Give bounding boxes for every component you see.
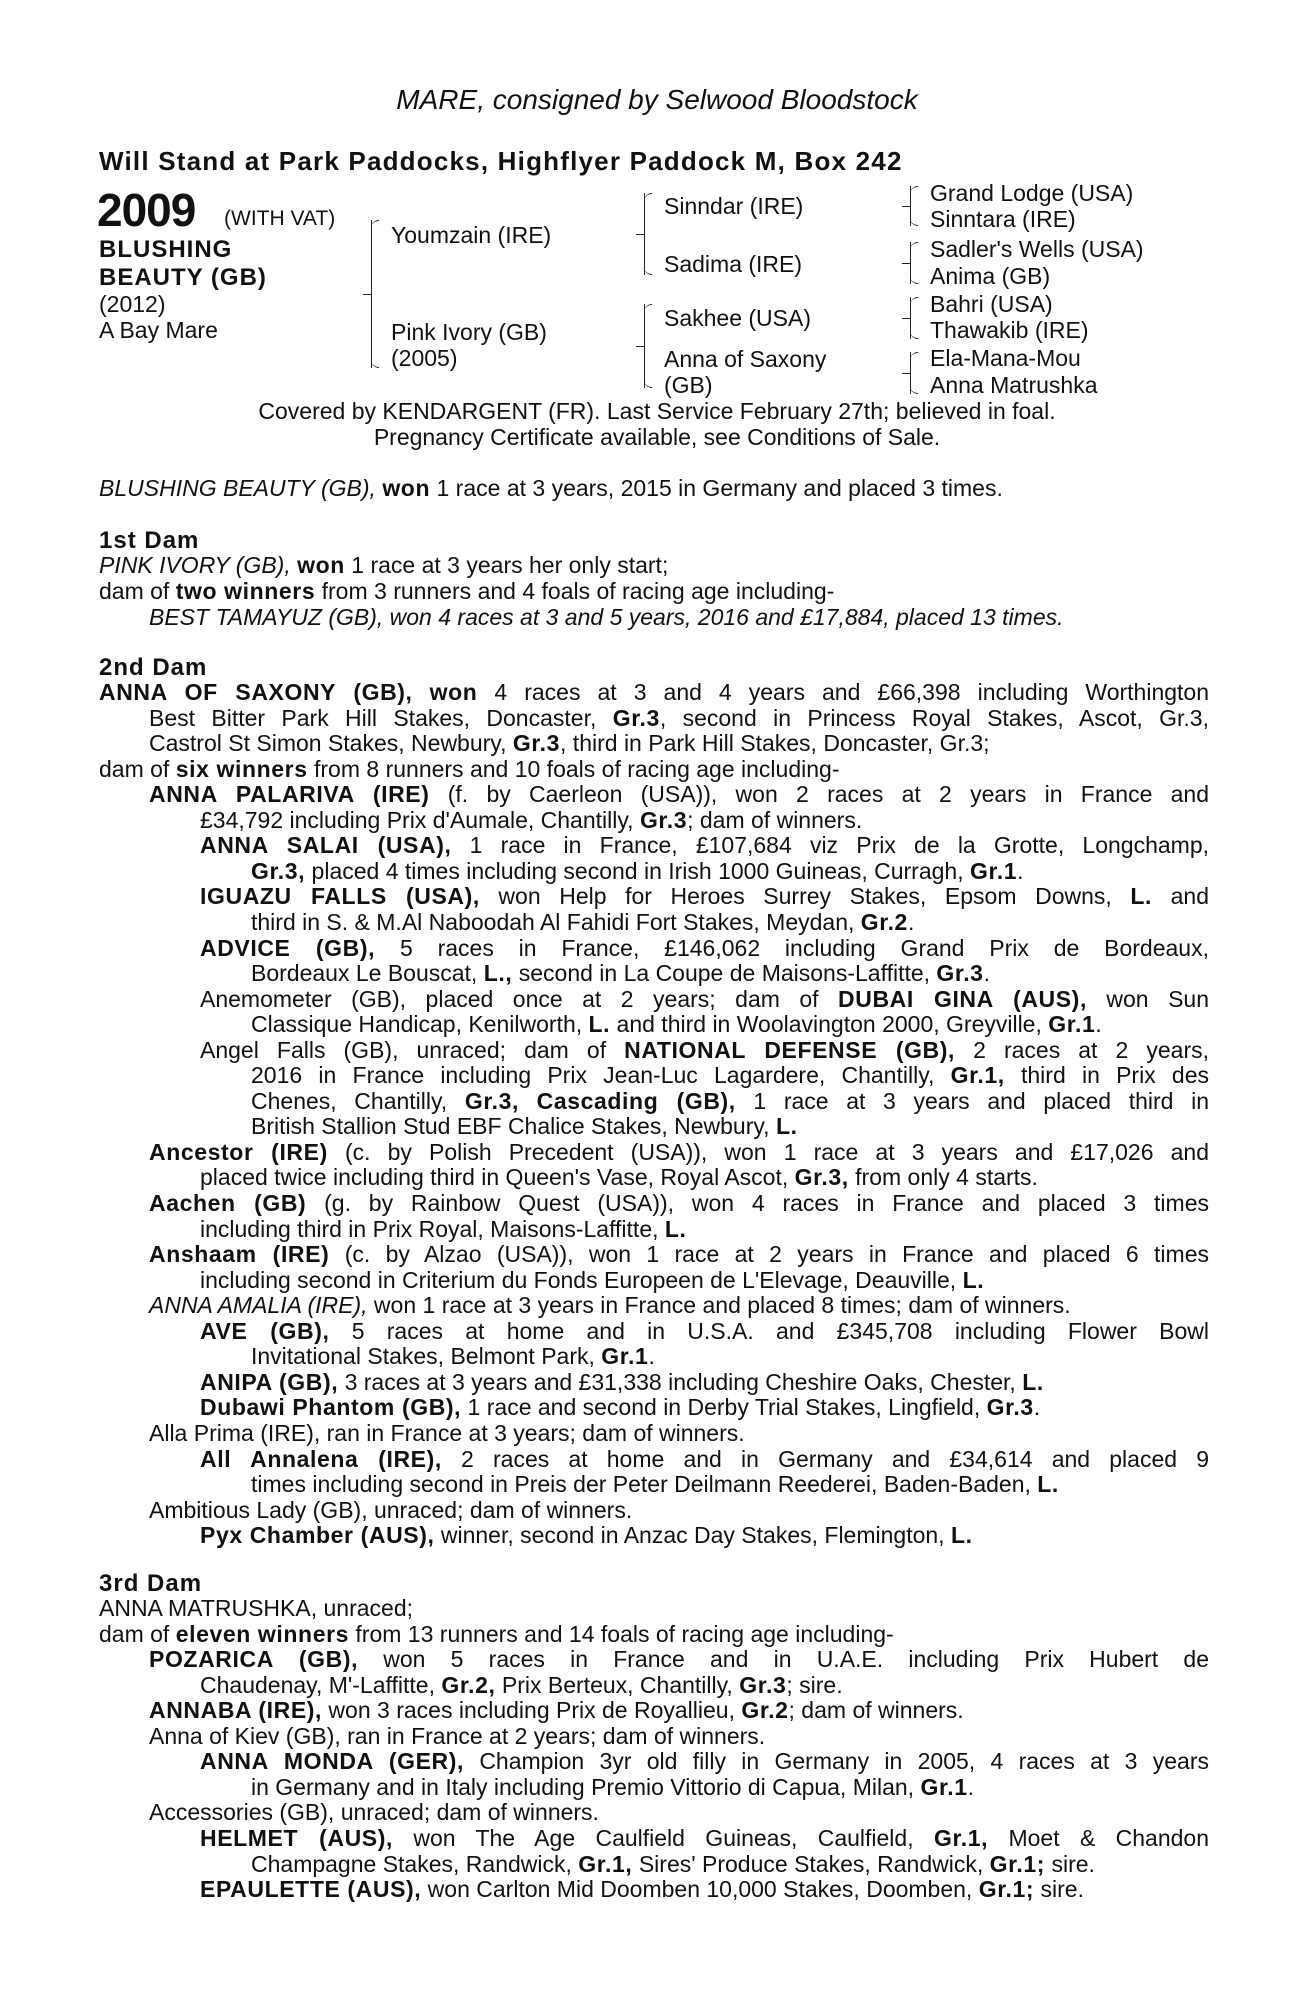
pedigree-dds: Ela-Mana-Mou (930, 345, 1081, 371)
pedigree-brace-ds (910, 297, 911, 339)
intro-line (99, 476, 1003, 502)
dam2-line: Anshaam (IRE) (c. by Alzao (USA)), won 1 race at 2 years in France and placed 6 times (149, 1241, 1209, 1268)
dam2-line: placed twice including third in Queen's Vase, Royal Ascot, Gr.3, from only 4 starts. (200, 1164, 1038, 1191)
pedigree-sire-sire: Sinndar (IRE) (664, 193, 804, 219)
pedigree-dam-dam-line2: (GB) (664, 372, 713, 398)
dam2-line: ADVICE (GB), 5 races in France, £146,062 including Grand Prix de Bordeaux, (200, 934, 1209, 961)
dam2-line: Chenes, Chantilly, Gr.3, Cascading (GB), 1 race at 3 years and placed third in (251, 1087, 1209, 1114)
dam3-line: dam of eleven winners from 13 runners and 14 foals of racing age including- (99, 1620, 894, 1647)
first-dam-line1 (99, 553, 668, 579)
pedigree-ddd: Anna Matrushka (930, 372, 1098, 398)
foaling-year: (2012) (99, 291, 166, 317)
second-dam-heading: 2nd Dam (99, 654, 208, 681)
pedigree-dam-line1: Pink Ivory (GB) (391, 319, 547, 345)
page-title: MARE, consigned by Selwood Bloodstock (396, 84, 918, 115)
horse-description: A Bay Mare (99, 317, 218, 343)
first-dam-winners: two winners (175, 578, 316, 604)
vat-note: (WITH VAT) (224, 207, 336, 230)
pedigree-brace-sd (910, 242, 911, 284)
dam2-line: All Annalena (IRE), 2 races at home and in Germany and £34,614 and placed 9 (200, 1445, 1209, 1472)
pedigree-dss: Bahri (USA) (930, 291, 1053, 317)
covered-line1: Covered by KENDARGENT (FR). Last Service February 27th; believed in foal. (258, 398, 1056, 424)
dam3-line: Accessories (GB), unraced; dam of winners. (149, 1799, 599, 1826)
pedigree-brace-sire (644, 193, 645, 275)
first-dam-heading: 1st Dam (99, 527, 200, 554)
first-dam-won: won (297, 552, 345, 578)
first-dam-damof: dam of (99, 578, 176, 604)
dam2-line: ANNA AMALIA (IRE), won 1 race at 3 years in France and placed 8 times; dam of winners. (149, 1292, 1071, 1319)
dam2-line: Ancestor (IRE) (c. by Polish Precedent (USA)), won 1 race at 3 years and £17,026 and (149, 1138, 1209, 1165)
dam3-line: Chaudenay, M'-Laffitte, Gr.2, Prix Berteux, Chantilly, Gr.3; sire. (200, 1671, 843, 1698)
pedigree-sire: Youmzain (IRE) (391, 222, 552, 248)
first-dam-progeny: BEST TAMAYUZ (GB), won 4 races at 3 and 5 years, 2016 and £17,884, placed 13 times. (149, 604, 1064, 630)
intro-name: BLUSHING BEAUTY (GB), (99, 475, 376, 501)
horse-name-line1: BLUSHING (99, 236, 233, 263)
dam2-line: 2016 in France including Prix Jean-Luc Lagardere, Chantilly, Gr.1, third in Prix des (251, 1062, 1210, 1089)
dam2-line: including second in Criterium du Fonds Europeen de L'Elevage, Deauville, L. (200, 1266, 985, 1293)
first-dam-line2 (99, 579, 834, 605)
dam2-line: ANNA PALARIVA (IRE) (f. by Caerleon (USA)), won 2 races at 2 years in France and (149, 781, 1209, 808)
horse-name-line2: BEAUTY (GB) (99, 264, 267, 291)
pedigree-brace-dam (644, 304, 645, 388)
covered-line2: Pregnancy Certificate available, see Conditions of Sale. (373, 424, 941, 450)
pedigree-sdd: Anima (GB) (930, 263, 1051, 289)
dam2-line: Bordeaux Le Bouscat, L., second in La Coupe de Maisons-Laffitte, Gr.3. (251, 960, 990, 987)
dam2-line: third in S. & M.Al Naboodah Al Fahidi Fort Stakes, Meydan, Gr.2. (251, 908, 915, 935)
pedigree-sire-dam: Sadima (IRE) (664, 251, 803, 277)
pedigree-brace-main (371, 220, 372, 368)
dam2-line: Pyx Chamber (AUS), winner, second in Anzac Day Stakes, Flemington, L. (200, 1522, 973, 1549)
pedigree-dam-sire: Sakhee (USA) (664, 305, 812, 331)
lot-number: 2009 (97, 184, 196, 236)
dam3-line: HELMET (AUS), won The Age Caulfield Guineas, Caulfield, Gr.1, Moet & Chandon (200, 1824, 1209, 1851)
pedigree-ssd: Sinntara (IRE) (930, 206, 1076, 232)
first-dam-name: PINK IVORY (GB), (99, 552, 291, 578)
dam2-line: Classique Handicap, Kenilworth, L. and third in Woolavington 2000, Greyville, Gr.1. (251, 1011, 1102, 1038)
dam3-line: Champagne Stakes, Randwick, Gr.1, Sires' Produce Stakes, Randwick, Gr.1; sire. (251, 1850, 1095, 1877)
dam2-line: dam of six winners from 8 runners and 10 foals of racing age including- (99, 755, 840, 782)
dam2-line: Alla Prima (IRE), ran in France at 3 years; dam of winners. (149, 1419, 745, 1446)
dam2-line: British Stallion Stud EBF Chalice Stakes, Newbury, L. (251, 1113, 798, 1140)
dam2-line: AVE (GB), 5 races at home and in U.S.A. and £345,708 including Flower Bowl (200, 1317, 1209, 1344)
pedigree-dsd: Thawakib (IRE) (930, 317, 1089, 343)
dam2-line: Gr.3, placed 4 times including second in Irish 1000 Guineas, Curragh, Gr.1. (251, 857, 1024, 884)
pedigree-sss: Grand Lodge (USA) (930, 180, 1134, 206)
pedigree-dam-dam-line1: Anna of Saxony (664, 346, 827, 372)
dam2-line: ANNA SALAI (USA), 1 race in France, £107,684 viz Prix de la Grotte, Longchamp, (200, 832, 1209, 859)
intro-rest: 1 race at 3 years, 2015 in Germany and placed 3 times. (430, 475, 1003, 501)
intro-won: won (382, 475, 431, 501)
dam3-line: Anna of Kiev (GB), ran in France at 2 years; dam of winners. (149, 1722, 766, 1749)
pedigree-dam-line2: (2005) (391, 345, 458, 371)
dam2-line: ANNA OF SAXONY (GB), won 4 races at 3 and 4 years and £66,398 including Worthington (99, 679, 1209, 705)
dam3-line: in Germany and in Italy including Premio Vittorio di Capua, Milan, Gr.1. (251, 1773, 975, 1800)
third-dam-heading: 3rd Dam (99, 1570, 203, 1597)
first-dam-runners: from 3 runners and 4 foals of racing age including- (315, 578, 835, 604)
dam2-line: times including second in Preis der Peter Deilmann Reederei, Baden-Baden, L. (251, 1471, 1059, 1498)
dam2-line: Angel Falls (GB), unraced; dam of NATIONAL DEFENSE (GB), 2 races at 2 years, (200, 1036, 1209, 1063)
dam3-line: ANNA MONDA (GER), Champion 3yr old filly in Germany in 2005, 4 races at 3 years (200, 1748, 1209, 1775)
dam2-line: Ambitious Lady (GB), unraced; dam of winners. (149, 1496, 633, 1523)
dam3-line: ANNA MATRUSHKA, unraced; (99, 1595, 414, 1621)
dam3-line: EPAULETTE (AUS), won Carlton Mid Doomben 10,000 Stakes, Doomben, Gr.1; sire. (200, 1876, 1084, 1903)
dam2-line: Castrol St Simon Stakes, Newbury, Gr.3, third in Park Hill Stakes, Doncaster, Gr.3; (149, 730, 990, 757)
dam2-line: Anemometer (GB), placed once at 2 years; dam of DUBAI GINA (AUS), won Sun (200, 985, 1209, 1012)
first-dam-rest: 1 race at 3 years her only start; (344, 552, 669, 578)
dam2-line: including third in Prix Royal, Maisons-Laffitte, L. (200, 1215, 687, 1242)
stand-location: Will Stand at Park Paddocks, Highflyer Paddock M, Box 242 (99, 146, 903, 176)
dam3-line: POZARICA (GB), won 5 races in France and in U.A.E. including Prix Hubert de (149, 1646, 1209, 1673)
dam2-line: Aachen (GB) (g. by Rainbow Quest (USA)), won 4 races in France and placed 3 times (149, 1190, 1209, 1216)
pedigree-brace-ss (910, 186, 911, 226)
dam2-line: Dubawi Phantom (GB), 1 race and second in Derby Trial Stakes, Lingfield, Gr.3. (200, 1394, 1041, 1421)
pedigree-sds: Sadler's Wells (USA) (930, 236, 1144, 262)
dam3-line: ANNABA (IRE), won 3 races including Prix de Royallieu, Gr.2; dam of winners. (149, 1697, 964, 1724)
dam2-line: £34,792 including Prix d'Aumale, Chantilly, Gr.3; dam of winners. (200, 806, 863, 833)
pedigree-brace-dd (910, 352, 911, 394)
dam2-line: IGUAZU FALLS (USA), won Help for Heroes Surrey Stakes, Epsom Downs, L. and (200, 883, 1209, 910)
dam2-line: Invitational Stakes, Belmont Park, Gr.1. (251, 1343, 655, 1370)
dam2-line: ANIPA (GB), 3 races at 3 years and £31,338 including Cheshire Oaks, Chester, L. (200, 1368, 1044, 1395)
dam2-line: Best Bitter Park Hill Stakes, Doncaster, Gr.3, second in Princess Royal Stakes, Ascot, Gr.3, (149, 704, 1209, 731)
